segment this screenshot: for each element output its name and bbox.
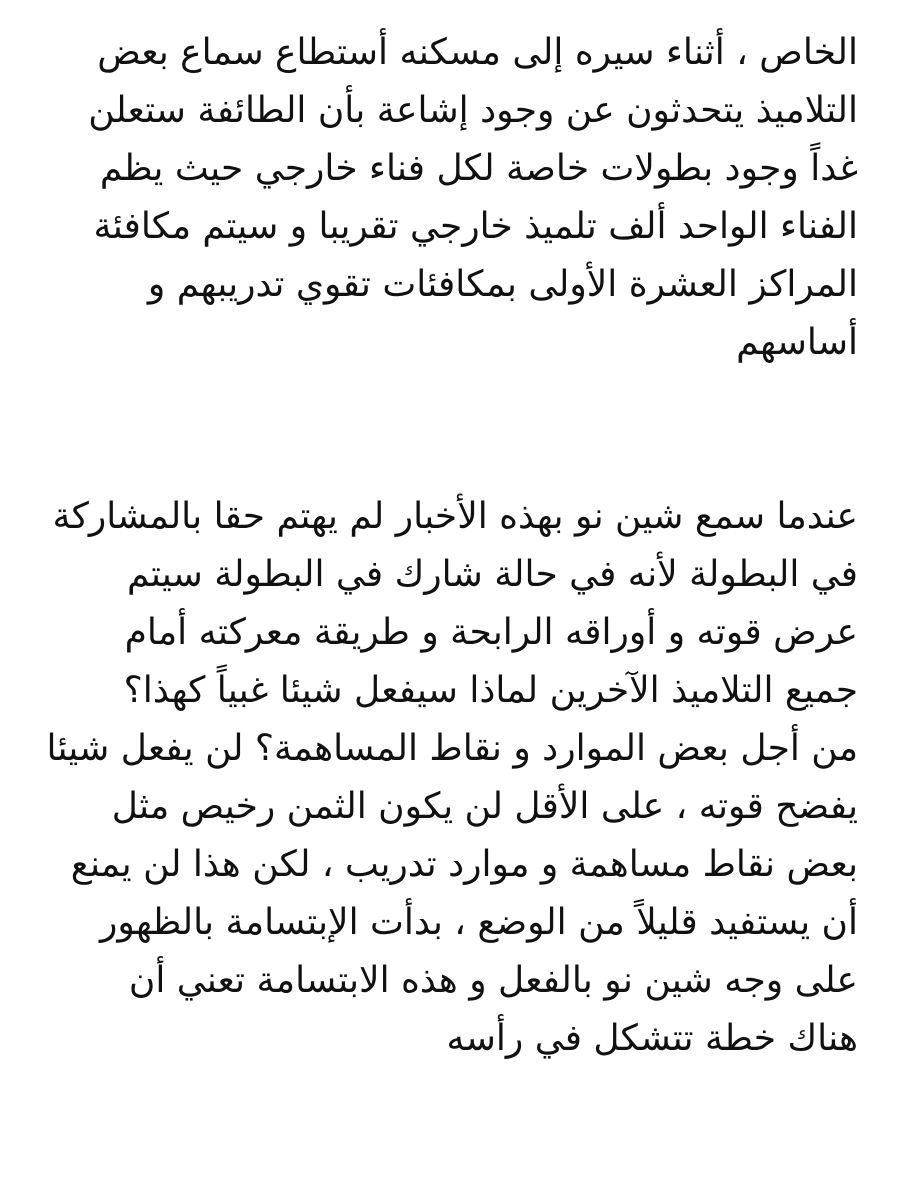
text-line: جميع التلاميذ الآخرين لماذا سيفعل شيئا غبياً كهذا؟ bbox=[123, 670, 858, 711]
paragraph-1 bbox=[38, 24, 858, 372]
text-line: الخاص ، أثناء سيره إلى مسكنه أستطاع سماع بعض bbox=[97, 32, 858, 73]
text-line: هناك خطة تتشكل في رأسه bbox=[446, 1018, 858, 1059]
paragraph-2 bbox=[38, 488, 858, 1068]
text-line: المراكز العشرة الأولى بمكافئات تقوي تدريبهم و bbox=[147, 264, 858, 305]
text-line: في البطولة لأنه في حالة شارك في البطولة سيتم bbox=[126, 554, 858, 595]
text-line: من أجل بعض الموارد و نقاط المساهمة؟ لن يفعل شيئا bbox=[46, 728, 858, 769]
text-line: على وجه شين نو بالفعل و هذه الابتسامة تعني أن bbox=[128, 960, 858, 1001]
text-line: التلاميذ يتحدثون عن وجود إشاعة بأن الطائفة ستعلن bbox=[88, 90, 858, 131]
text-line: يفضح قوته ، على الأقل لن يكون الثمن رخيص مثل bbox=[111, 786, 858, 827]
text-line: أن يستفيد قليلاً من الوضع ، بدأت الإبتسامة بالظهور bbox=[100, 902, 858, 943]
text-line: بعض نقاط مساهمة و موارد تدريب ، لكن هذا لن يمنع bbox=[70, 844, 858, 885]
text-line: عرض قوته و أوراقه الرابحة و طريقة معركته أمام bbox=[124, 612, 858, 653]
text-line: أساسهم bbox=[736, 322, 858, 363]
text-line: عندما سمع شين نو بهذه الأخبار لم يهتم حقا بالمشاركة bbox=[52, 496, 858, 537]
text-line: الفناء الواحد ألف تلميذ خارجي تقريبا و سيتم مكافئة bbox=[93, 206, 858, 247]
text-line: غداً وجود بطولات خاصة لكل فناء خارجي حيث يظم bbox=[99, 148, 858, 189]
